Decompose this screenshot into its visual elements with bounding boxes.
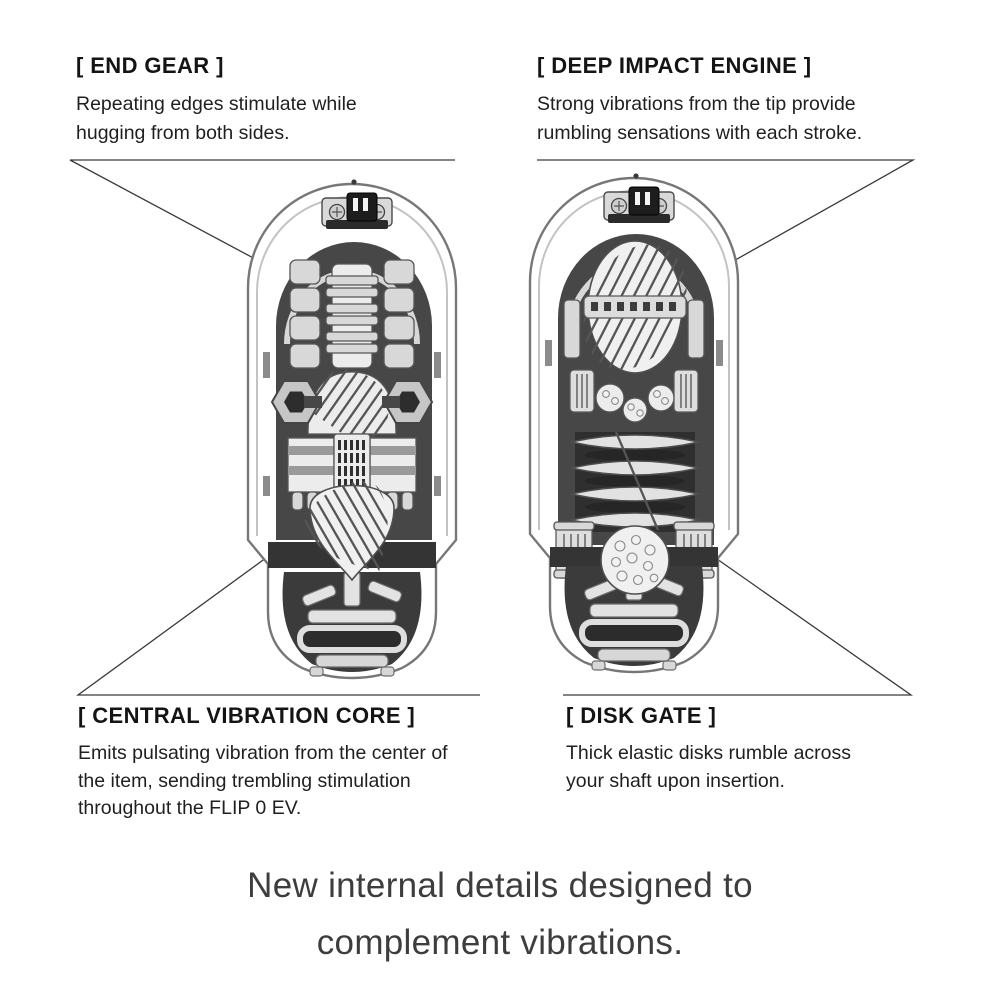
center-spine [326, 264, 378, 368]
caption-line-1: New internal details designed to [247, 866, 753, 905]
left-device-illustration [246, 176, 458, 686]
annotation-end-gear [76, 53, 357, 148]
annotation-central-vibration-core [78, 703, 448, 823]
disk-gate-title: [ DISK GATE ] [566, 703, 717, 728]
central-vibration-core-title: [ CENTRAL VIBRATION CORE ] [78, 703, 416, 728]
deep-impact-engine-line-1: Strong vibrations from the tip provide [537, 93, 856, 115]
end-gear-line-2: hugging from both sides. [76, 122, 290, 144]
disk-gate-line-1: Thick elastic disks rumble across [566, 742, 851, 764]
bumpy-ball [601, 526, 669, 594]
annotation-disk-gate [566, 703, 851, 795]
disk-gate-stack [571, 432, 699, 532]
right-device-illustration [528, 170, 740, 680]
central-vibration-core-line-2: the item, sending trembling stimulation [78, 769, 411, 792]
disk-gate-line-2: your shaft upon insertion. [566, 769, 785, 792]
caption-line-2: complement vibrations. [316, 923, 684, 962]
bottom-caption [0, 857, 1000, 971]
annotation-deep-impact-engine [537, 53, 862, 148]
end-gear-title: [ END GEAR ] [76, 53, 224, 78]
deep-impact-engine-line-2: rumbling sensations with each stroke. [537, 122, 863, 144]
central-vibration-core-line-3: throughout the FLIP 0 EV. [78, 797, 302, 819]
deep-impact-engine-title: [ DEEP IMPACT ENGINE ] [537, 53, 812, 78]
central-vibration-core-line-1: Emits pulsating vibration from the center of [78, 742, 448, 764]
end-gear-line-1: Repeating edges stimulate while [76, 93, 357, 115]
